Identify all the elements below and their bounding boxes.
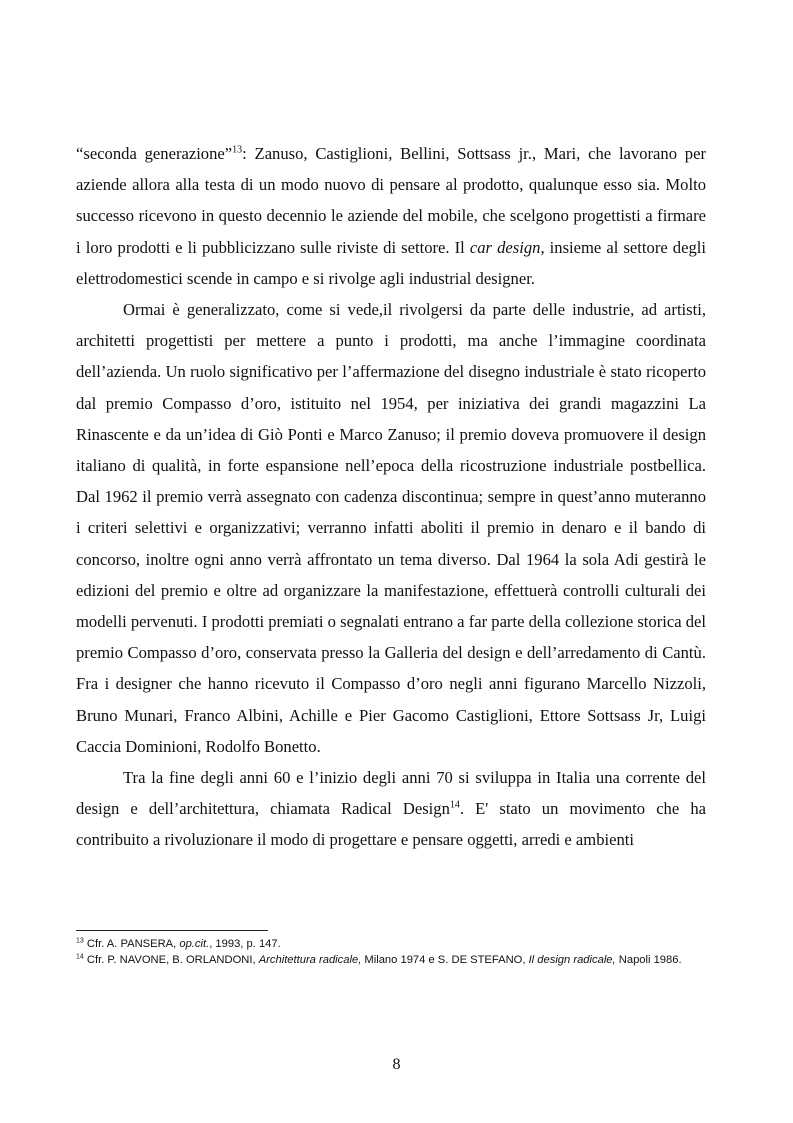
body-text [76, 138, 706, 856]
italic-term: op.cit. [179, 938, 210, 950]
page-number: 8 [392, 1056, 401, 1073]
text-span: Tra la fine degli anni 60 e l’inizio degli anni 70 si sviluppa in Italia una corrente del design e dell’architettura, chiamata Radical Design [76, 768, 706, 819]
footnote-14 [76, 952, 706, 968]
paragraph-3 [76, 762, 706, 856]
text-span: . E' stato un movimento che ha contribuito a rivoluzionare il modo di progettare e pensare oggetti, arredi e ambienti [76, 799, 706, 850]
text-span: Napoli 1986. [615, 954, 682, 966]
text-span: Cfr. A. PANSERA, [83, 938, 180, 950]
italic-term: Il design radicale, [528, 954, 616, 966]
text-span: Cfr. P. NAVONE, B. ORLANDONI, [83, 954, 259, 966]
text-span: , 1993, p. 147. [209, 938, 281, 950]
italic-term: car design [469, 237, 541, 257]
footnote-ref-13: 13 [232, 144, 243, 156]
footnote-separator [76, 930, 268, 931]
text-span: Milano 1974 e S. DE STEFANO, [361, 954, 529, 966]
text-span: , insieme al settore degli elettrodomestici scende in campo e si rivolge agli industrial designer. [76, 237, 706, 288]
footnote-number: 13 [76, 937, 84, 945]
italic-term: Architettura radicale, [258, 954, 362, 966]
footnotes [76, 936, 706, 968]
footnote-ref-14: 14 [449, 799, 460, 811]
paragraph-2: Ormai è generalizzato, come si vede,il rivolgersi da parte delle industrie, ad artisti, architetti progettisti per mettere a punto i prodotti, ma anche l’immagine coordinata dell’azienda. Un ruolo significativo per l’affermazione del disegno industriale è stato ricoperto dal premio Compasso d’oro, istituito nel 1954, per iniziativa dei grandi magazzini La Rinascente e da un’idea di Giò Ponti e Marco Zanuso; il premio doveva promuovere il design italiano di qualità, in forte espansione nell’epoca della ricostruzione industriale postbellica. Dal 1962 il premio verrà assegnato con cadenza discontinua; sempre in quest’anno muteranno i criteri selettivi e organizzativi; verranno infatti aboliti il premio in denaro e il bando di concorso, inoltre ogni anno verrà affrontato un tema diverso. Dal 1964 la sola Adi gestirà le edizioni del premio e oltre ad organizzare la manifestazione, effettuerà controlli culturali dei modelli pervenuti. I prodotti premiati o segnalati entrano a far parte della collezione storica del premio Compasso d’oro, conservata presso la Galleria del design e dell’arredamento di Cantù. Fra i designer che hanno ricevuto il Compasso d’oro negli anni figurano Marcello Nizzoli, Bruno Munari, Franco Albini, Achille e Pier Gacomo Castiglioni, Ettore Sottsass Jr, Luigi Caccia Dominioni, Rodolfo Bonetto. [76, 300, 706, 756]
footnote-number: 14 [76, 953, 84, 961]
paragraph-1 [76, 138, 706, 294]
footnote-13 [76, 936, 706, 952]
text-span: “seconda generazione” [76, 144, 233, 163]
text-span: : Zanuso, Castiglioni, Bellini, Sottsass jr., Mari, che lavorano per aziende allora alla testa di un modo nuovo di pensare al prodotto, qualunque esso sia. Molto successo ricevono in questo decennio le aziende del mobile, che scelgono progettisti a firmare i loro prodotti e li pubblicizzano sulle riviste di settore. Il [76, 144, 706, 257]
